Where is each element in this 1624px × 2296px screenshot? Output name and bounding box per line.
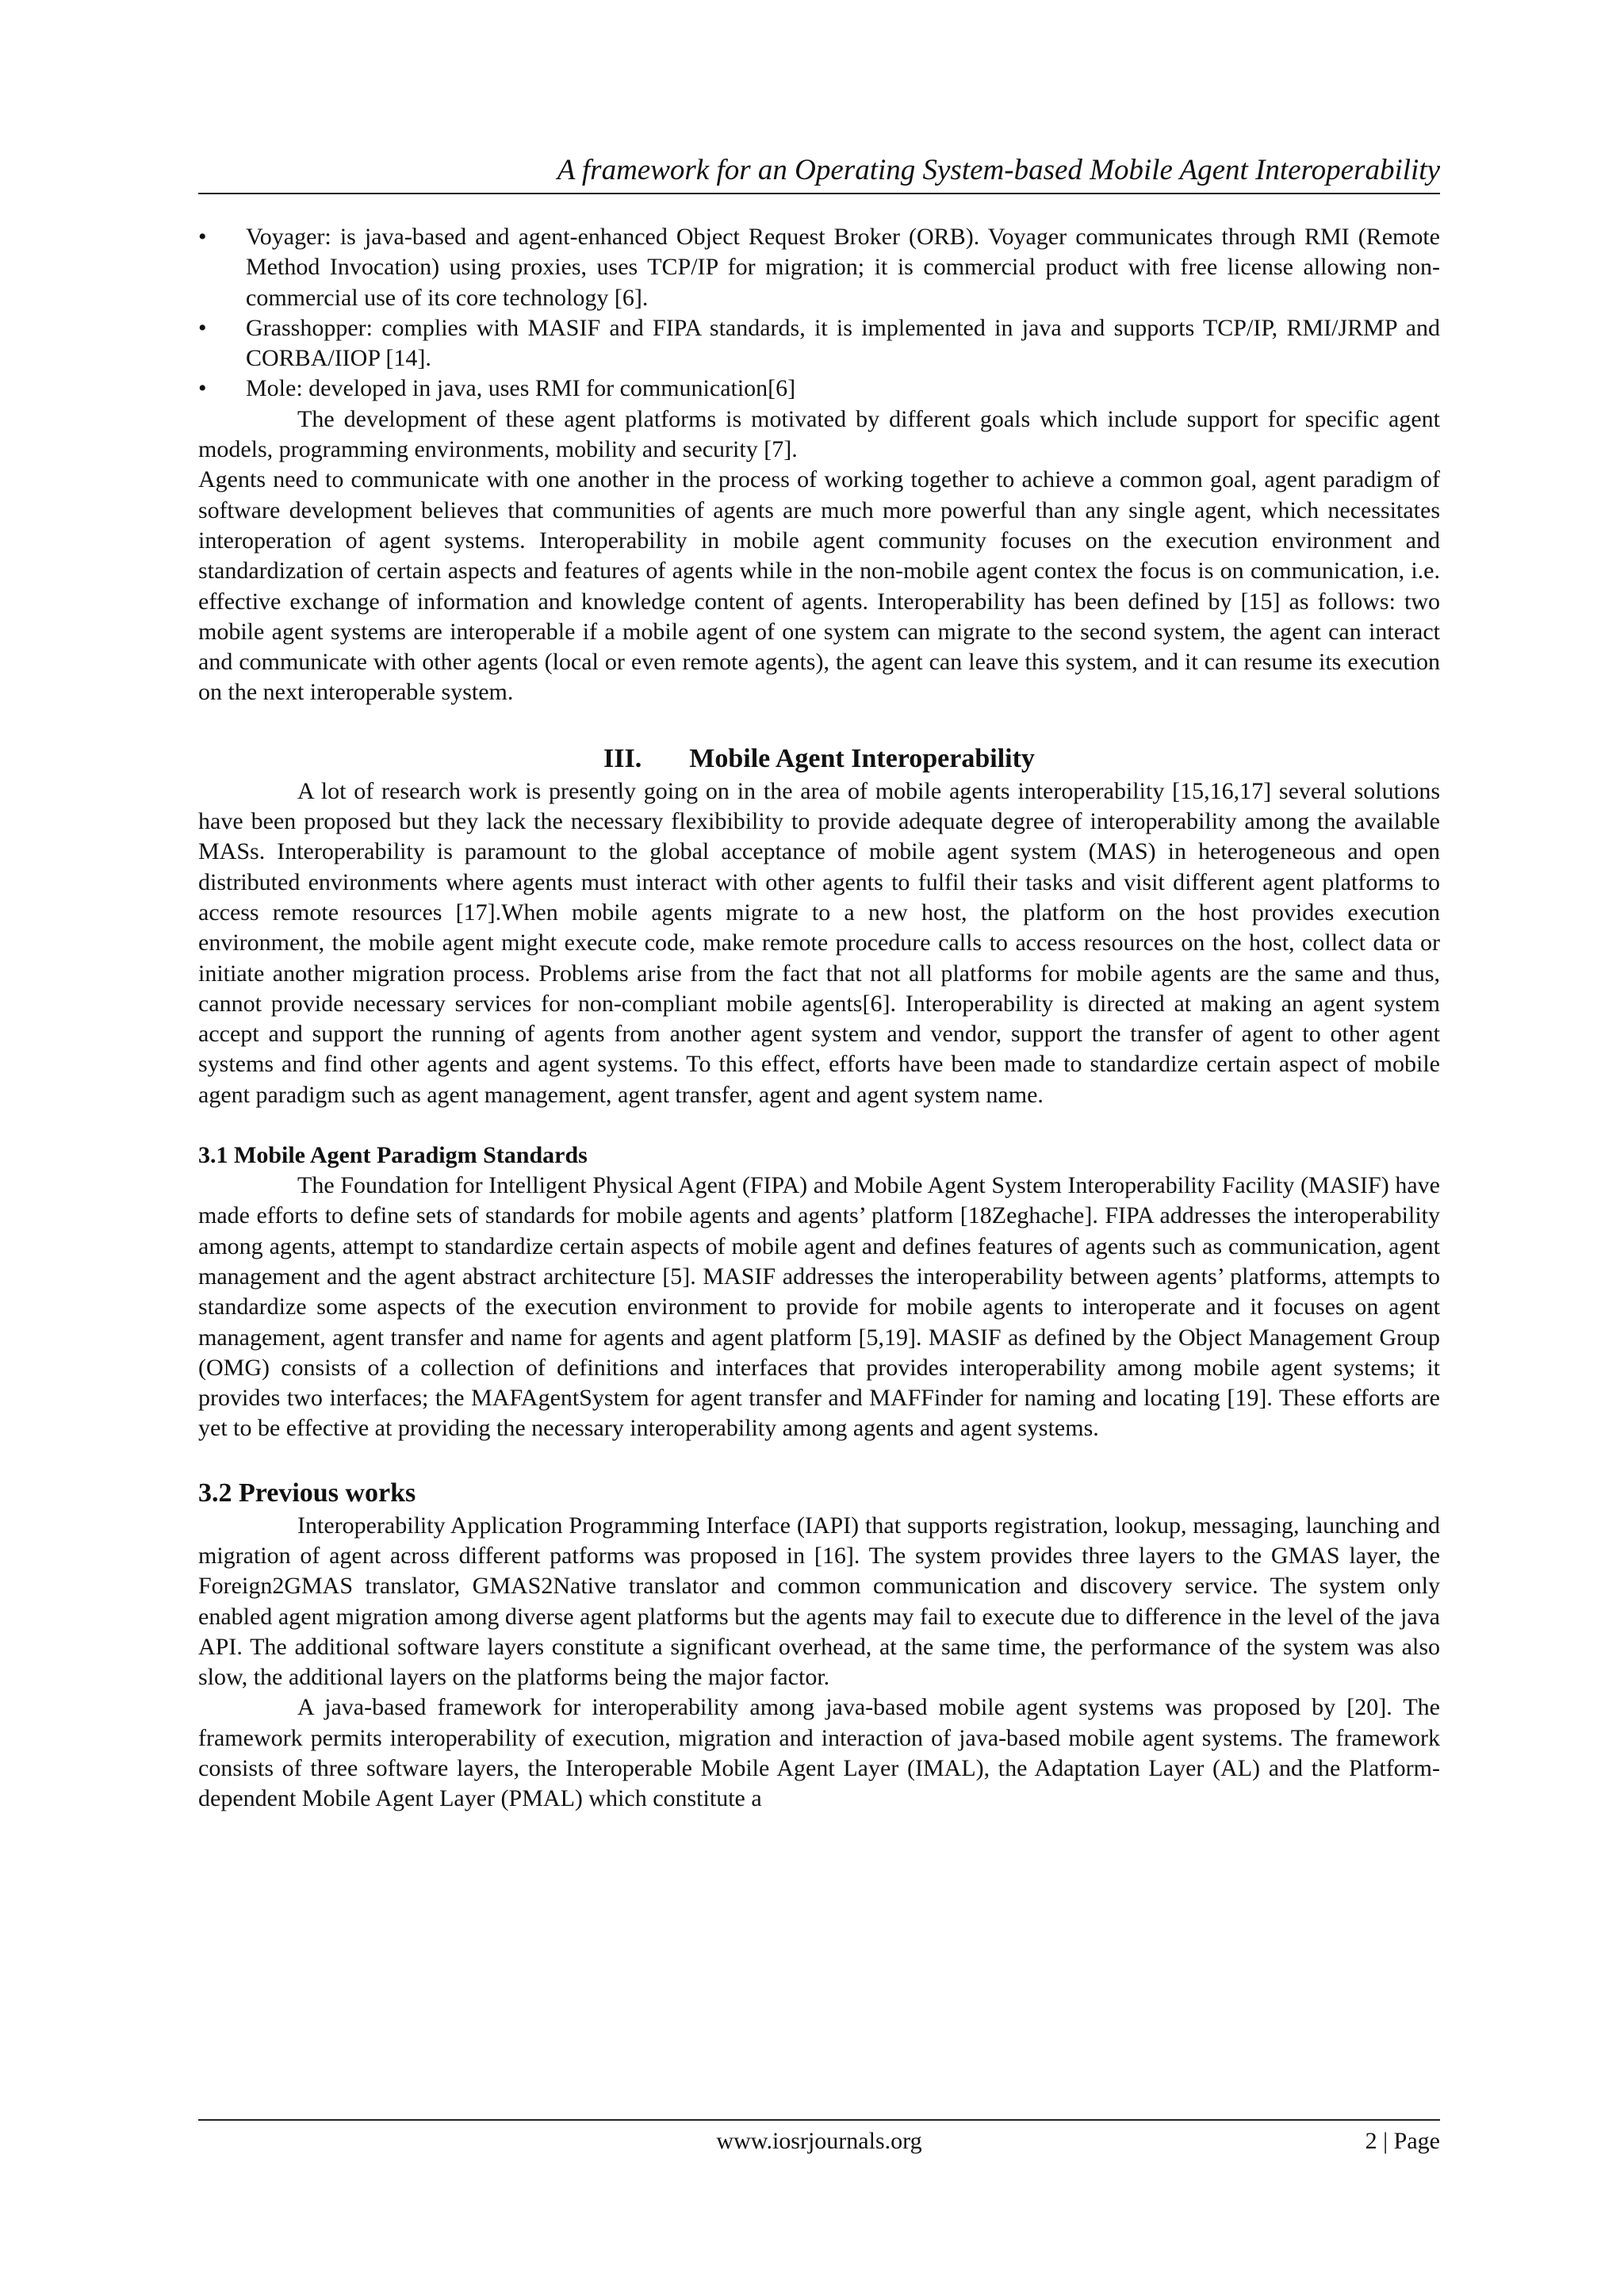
bullet-text: Grasshopper: complies with MASIF and FIPA standards, it is implemented in java and supports TCP/IP, RMI/JRMP and CORBA/IIOP [14]. [246,314,1440,372]
body-paragraph: Agents need to communicate with one another in the process of working together to achieve a common goal, agent paradigm of software development believes that communities of agents are much more powerful than any single agent, which necessitates interoperation of agent systems. Interoperability in mobile agent community focuses on the execution environment and standardization of certain aspects and features of agents while in the non-mobile agent contex the focus is on communication, i.e. effective exchange of information and knowledge content of agents. Interoperability has been defined by [15] as follows: two mobile agent systems are interoperable if a mobile agent of one system can migrate to the second system, the agent can interact and communicate with other agents (local or even remote agents), the agent can leave this system, and it can resume its execution on the next interoperable system. [198,466,1440,706]
subsection-heading: 3.1 Mobile Agent Paradigm Standards [198,1142,588,1169]
bullet-text: Voyager: is java-based and agent-enhanced Object Request Broker (ORB). Voyager communicates through RMI (Remote Method Invocation) using proxies, uses TCP/IP for migration; it is commercial product with free license allowing non-commercial use of its core technology [6]. [246,224,1440,311]
header-rule [198,193,1440,194]
subsection-heading: 3.2 Previous works [198,1478,416,1508]
page-body [198,222,1440,1815]
body-paragraph: The development of these agent platforms is motivated by different goals which include support for specific agent models, programming environments, mobility and security [7]. [198,405,1440,463]
bullet-item-grasshopper [198,313,1440,374]
footer-rule [198,2119,1440,2121]
bullet-item-mole [198,374,1440,404]
body-paragraph: The Foundation for Intelligent Physical Agent (FIPA) and Mobile Agent System Interoperability Facility (MASIF) have made efforts to define sets of standards for mobile agents and agents’ platform [18Zeghache]. FIPA addresses the interoperability among agents, attempt to standardize certain aspects of mobile agent and defines features of agents such as communication, agent management and the agent abstract architecture [5]. MASIF addresses the interoperability between agents’ platforms, attempts to standardize some aspects of the execution environment to provide for mobile agents to interoperate and it focuses on agent management, agent transfer and name for agents and agent platform [5,19]. MASIF as defined by the Object Management Group (OMG) consists of a collection of definitions and interfaces that provides interoperability among mobile agent systems; it provides two interfaces; the MAFAgentSystem for agent transfer and MAFFinder for naming and locating [19]. These efforts are yet to be effective at providing the necessary interoperability among agents and agent systems. [198,1172,1440,1442]
body-paragraph: A lot of research work is presently going on in the area of mobile agents interoperability [15,16,17] several solutions have been proposed but they lack the necessary flexibibility to provide adequate degree of interoperability among the available MASs. Interoperability is paramount to the global acceptance of mobile agent system (MAS) in heterogeneous and open distributed environments where agents must interact with other agents to fulfil their tasks and visit different agent platforms to access remote resources [17].When mobile agents migrate to a new host, the platform on the host provides execution environment, the mobile agent might execute code, make remote procedure calls to access resources on the host, collect data or initiate another migration process. Problems arise from the fact that not all platforms for mobile agents are the same and thus, cannot provide necessary services for non-compliant mobile agents[6]. Interoperability is directed at making an agent system accept and support the running of agents from another agent system and vendor, support the transfer of agent to other agent systems and find other agents and agent systems. To this effect, efforts have been made to standardize certain aspect of mobile agent paradigm such as agent management, agent transfer, agent and agent system name. [198,777,1440,1108]
footer-website: www.iosrjournals.org [716,2128,922,2154]
body-paragraph: Interoperability Application Programming Interface (IAPI) that supports registration, lookup, messaging, launching and migration of agent across different patforms was proposed in [16]. The system provides three layers to the GMAS layer, the Foreign2GMAS translator, GMAS2Native translator and common communication and discovery service. The system only enabled agent migration among diverse agent platforms but the agents may fail to execute due to difference in the level of the java API. The additional software layers constitute a significant overhead, at the same time, the performance of the system was also slow, the additional layers on the platforms being the major factor. [198,1512,1440,1691]
page-number: 2 | Page [1365,2128,1440,2154]
bullet-marker: • [198,375,207,402]
body-paragraph: A java-based framework for interoperability among java-based mobile agent systems was proposed by [20]. The framework permits interoperability of execution, migration and interaction of java-based mobile agent systems. The framework consists of three software layers, the Interoperable Mobile Agent Layer (IMAL), the Adaptation Layer (AL) and the Platform-dependent Mobile Agent Layer (PMAL) which constitute a [198,1694,1440,1812]
bullet-marker: • [198,224,207,250]
section-title: Mobile Agent Interoperability [689,743,1035,773]
bullet-marker: • [198,314,207,341]
bullet-item-voyager [198,222,1440,313]
running-header: A framework for an Operating System-based Mobile Agent Interoperability [557,154,1440,186]
bullet-text: Mole: developed in java, uses RMI for communication[6] [246,375,796,402]
platform-bullet-list [198,222,1440,404]
section-number: III. [603,743,642,773]
section-heading [198,742,1440,776]
